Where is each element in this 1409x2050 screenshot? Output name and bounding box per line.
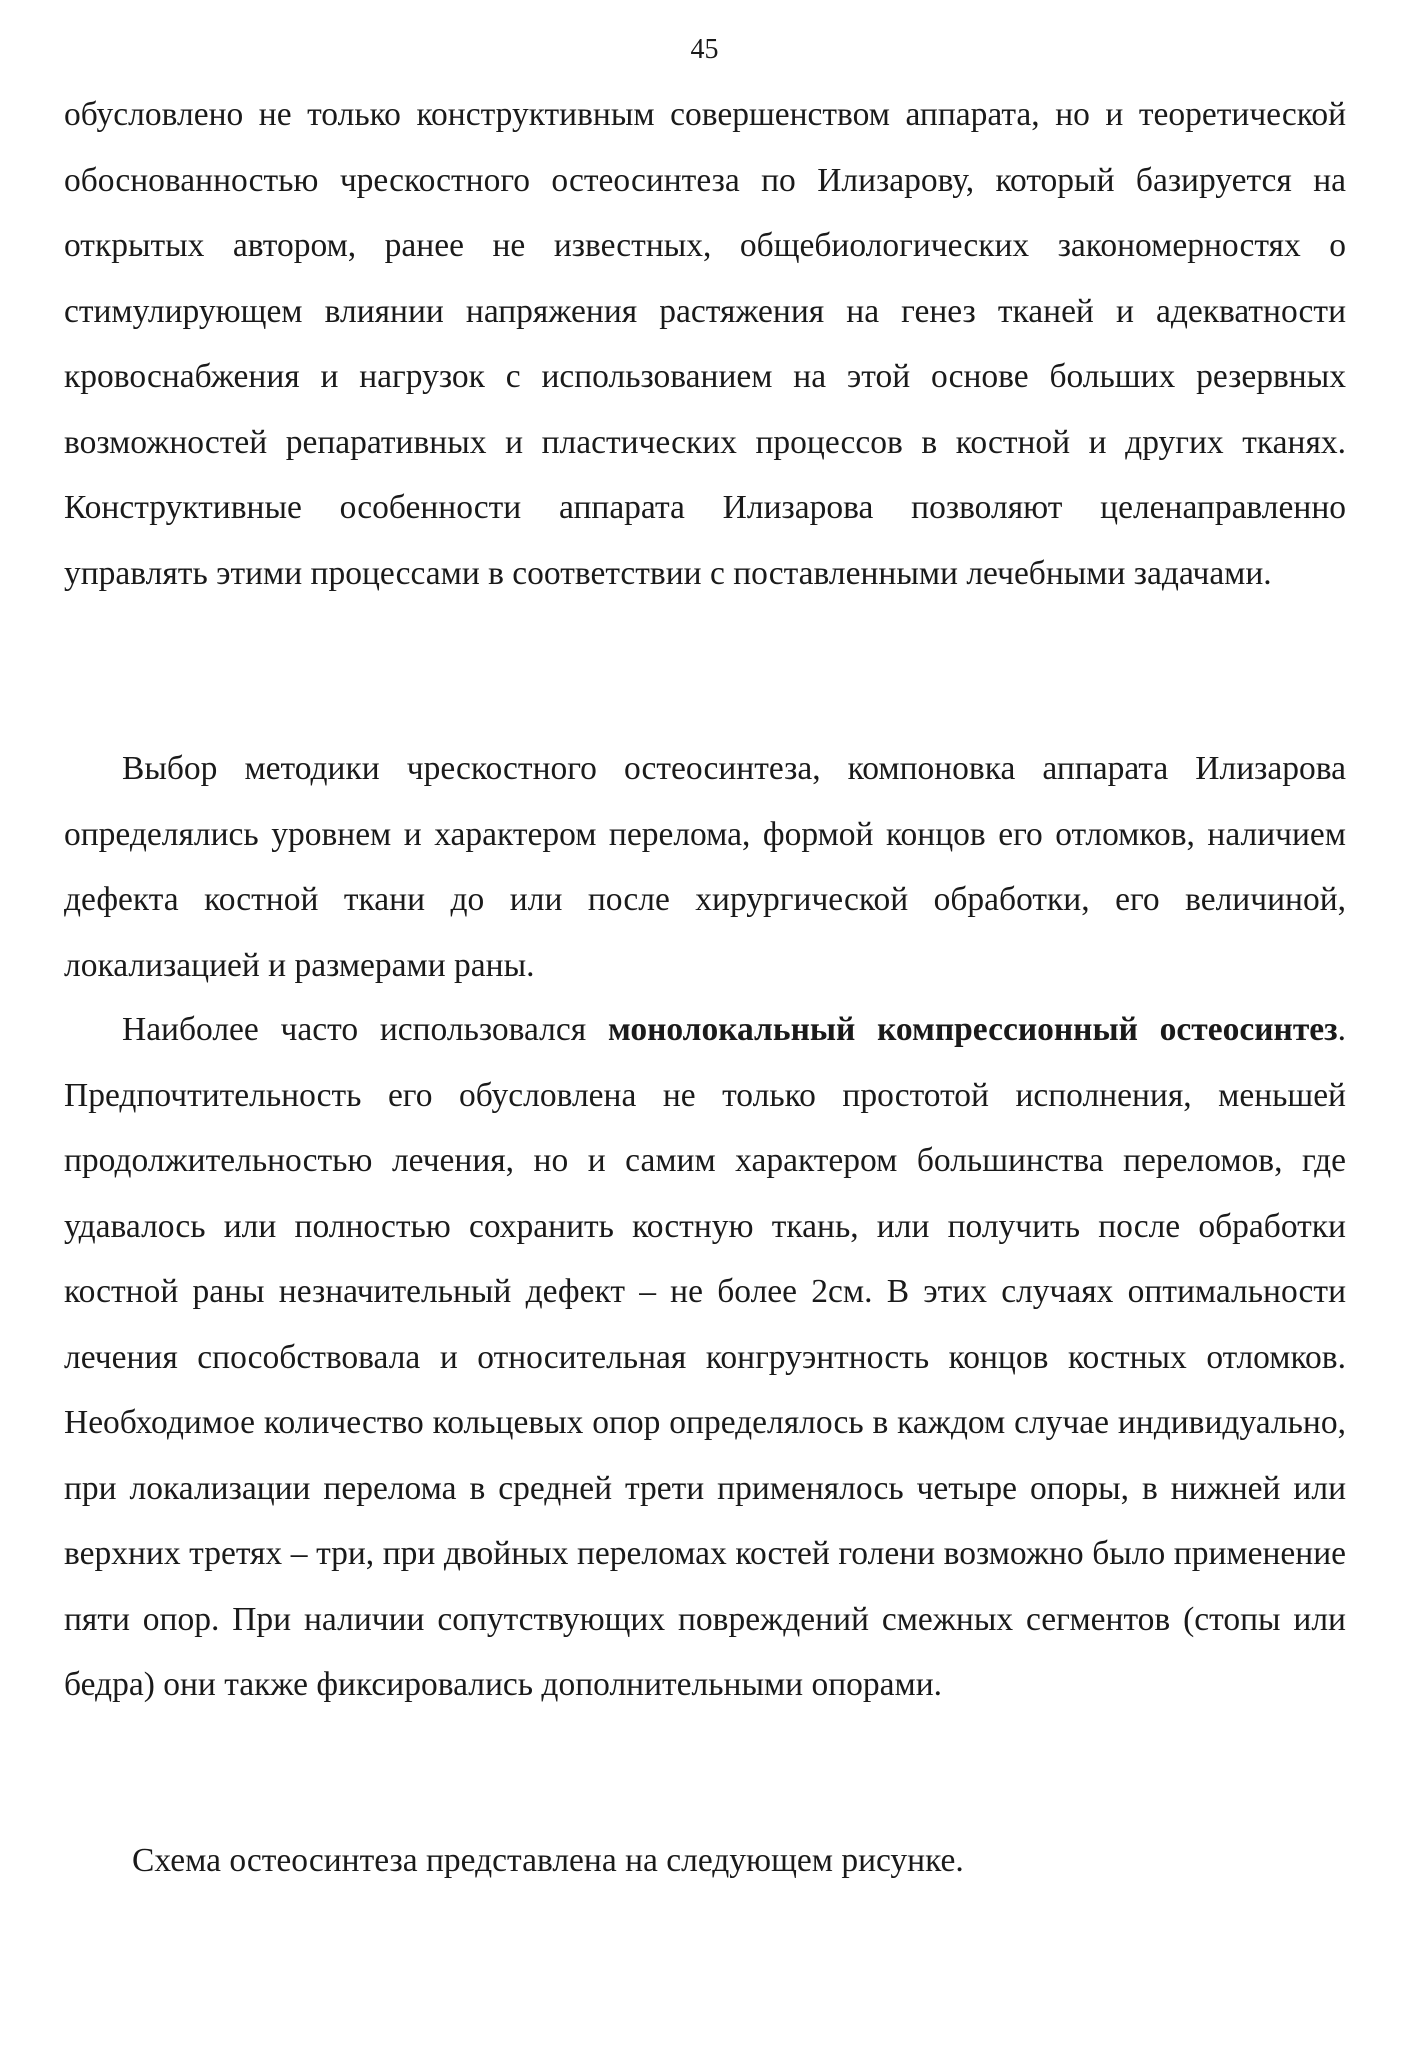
paragraph-2: Выбор методики чрескостного остеосинтеза, компоновка аппарата Илизарова определялись уровнем и характером перелома, формой концов его отломков, наличием дефекта костной ткани до или после хирургической обработки, его величиной, локализацией и размерами раны.	[64, 750, 1346, 984]
paragraph-3-bold-term: монолокальный компрессионный остеосинтез	[607, 1011, 1338, 1048]
closing-sentence: Схема остеосинтеза представлена на следующем рисунке.	[132, 1842, 964, 1879]
paragraph-3	[64, 997, 1346, 1718]
paragraph-1: обусловлено не только конструктивным совершенством аппарата, но и теоретической обоснованностью чрескостного остеосинтеза по Илизарову, который базируется на открытых автором, ранее не известных, общебиологических закономерностях о стимулирующем влиянии напряжения растяжения на генез тканей и адекватности кровоснабжения и нагрузок с использованием на этой основе больших резервных возможностей репаративных и пластических процессов в костной и других тканях. Конструктивные особенности аппарата Илизарова позволяют целенаправленно управлять этими процессами в соответствии с поставленными лечебными задачами.	[64, 96, 1346, 592]
paragraph-3-rest: . Предпочтительность его обусловлена не только простотой исполнения, меньшей продолжительностью лечения, но и самим характером большинства переломов, где удавалось или полностью сохранить костную ткань, или получить после обработки костной раны незначительный дефект – не более 2см. В этих случаях оптимальности лечения способствовала и относительная конгруэнтность концов костных отломков. Необходимое количество кольцевых опор определялось в каждом случае индивидуально, при локализации перелома в средней трети применялось четыре опоры, в нижней или верхних третях – три, при двойных переломах костей голени возможно было применение пяти опор. При наличии сопутствующих повреждений смежных сегментов (стопы или бедра) они также фиксировались дополнительными опорами.	[64, 1011, 1347, 1703]
paragraph-3-start: Наиболее часто использовался	[122, 1011, 587, 1048]
page-number: 45	[690, 34, 719, 65]
